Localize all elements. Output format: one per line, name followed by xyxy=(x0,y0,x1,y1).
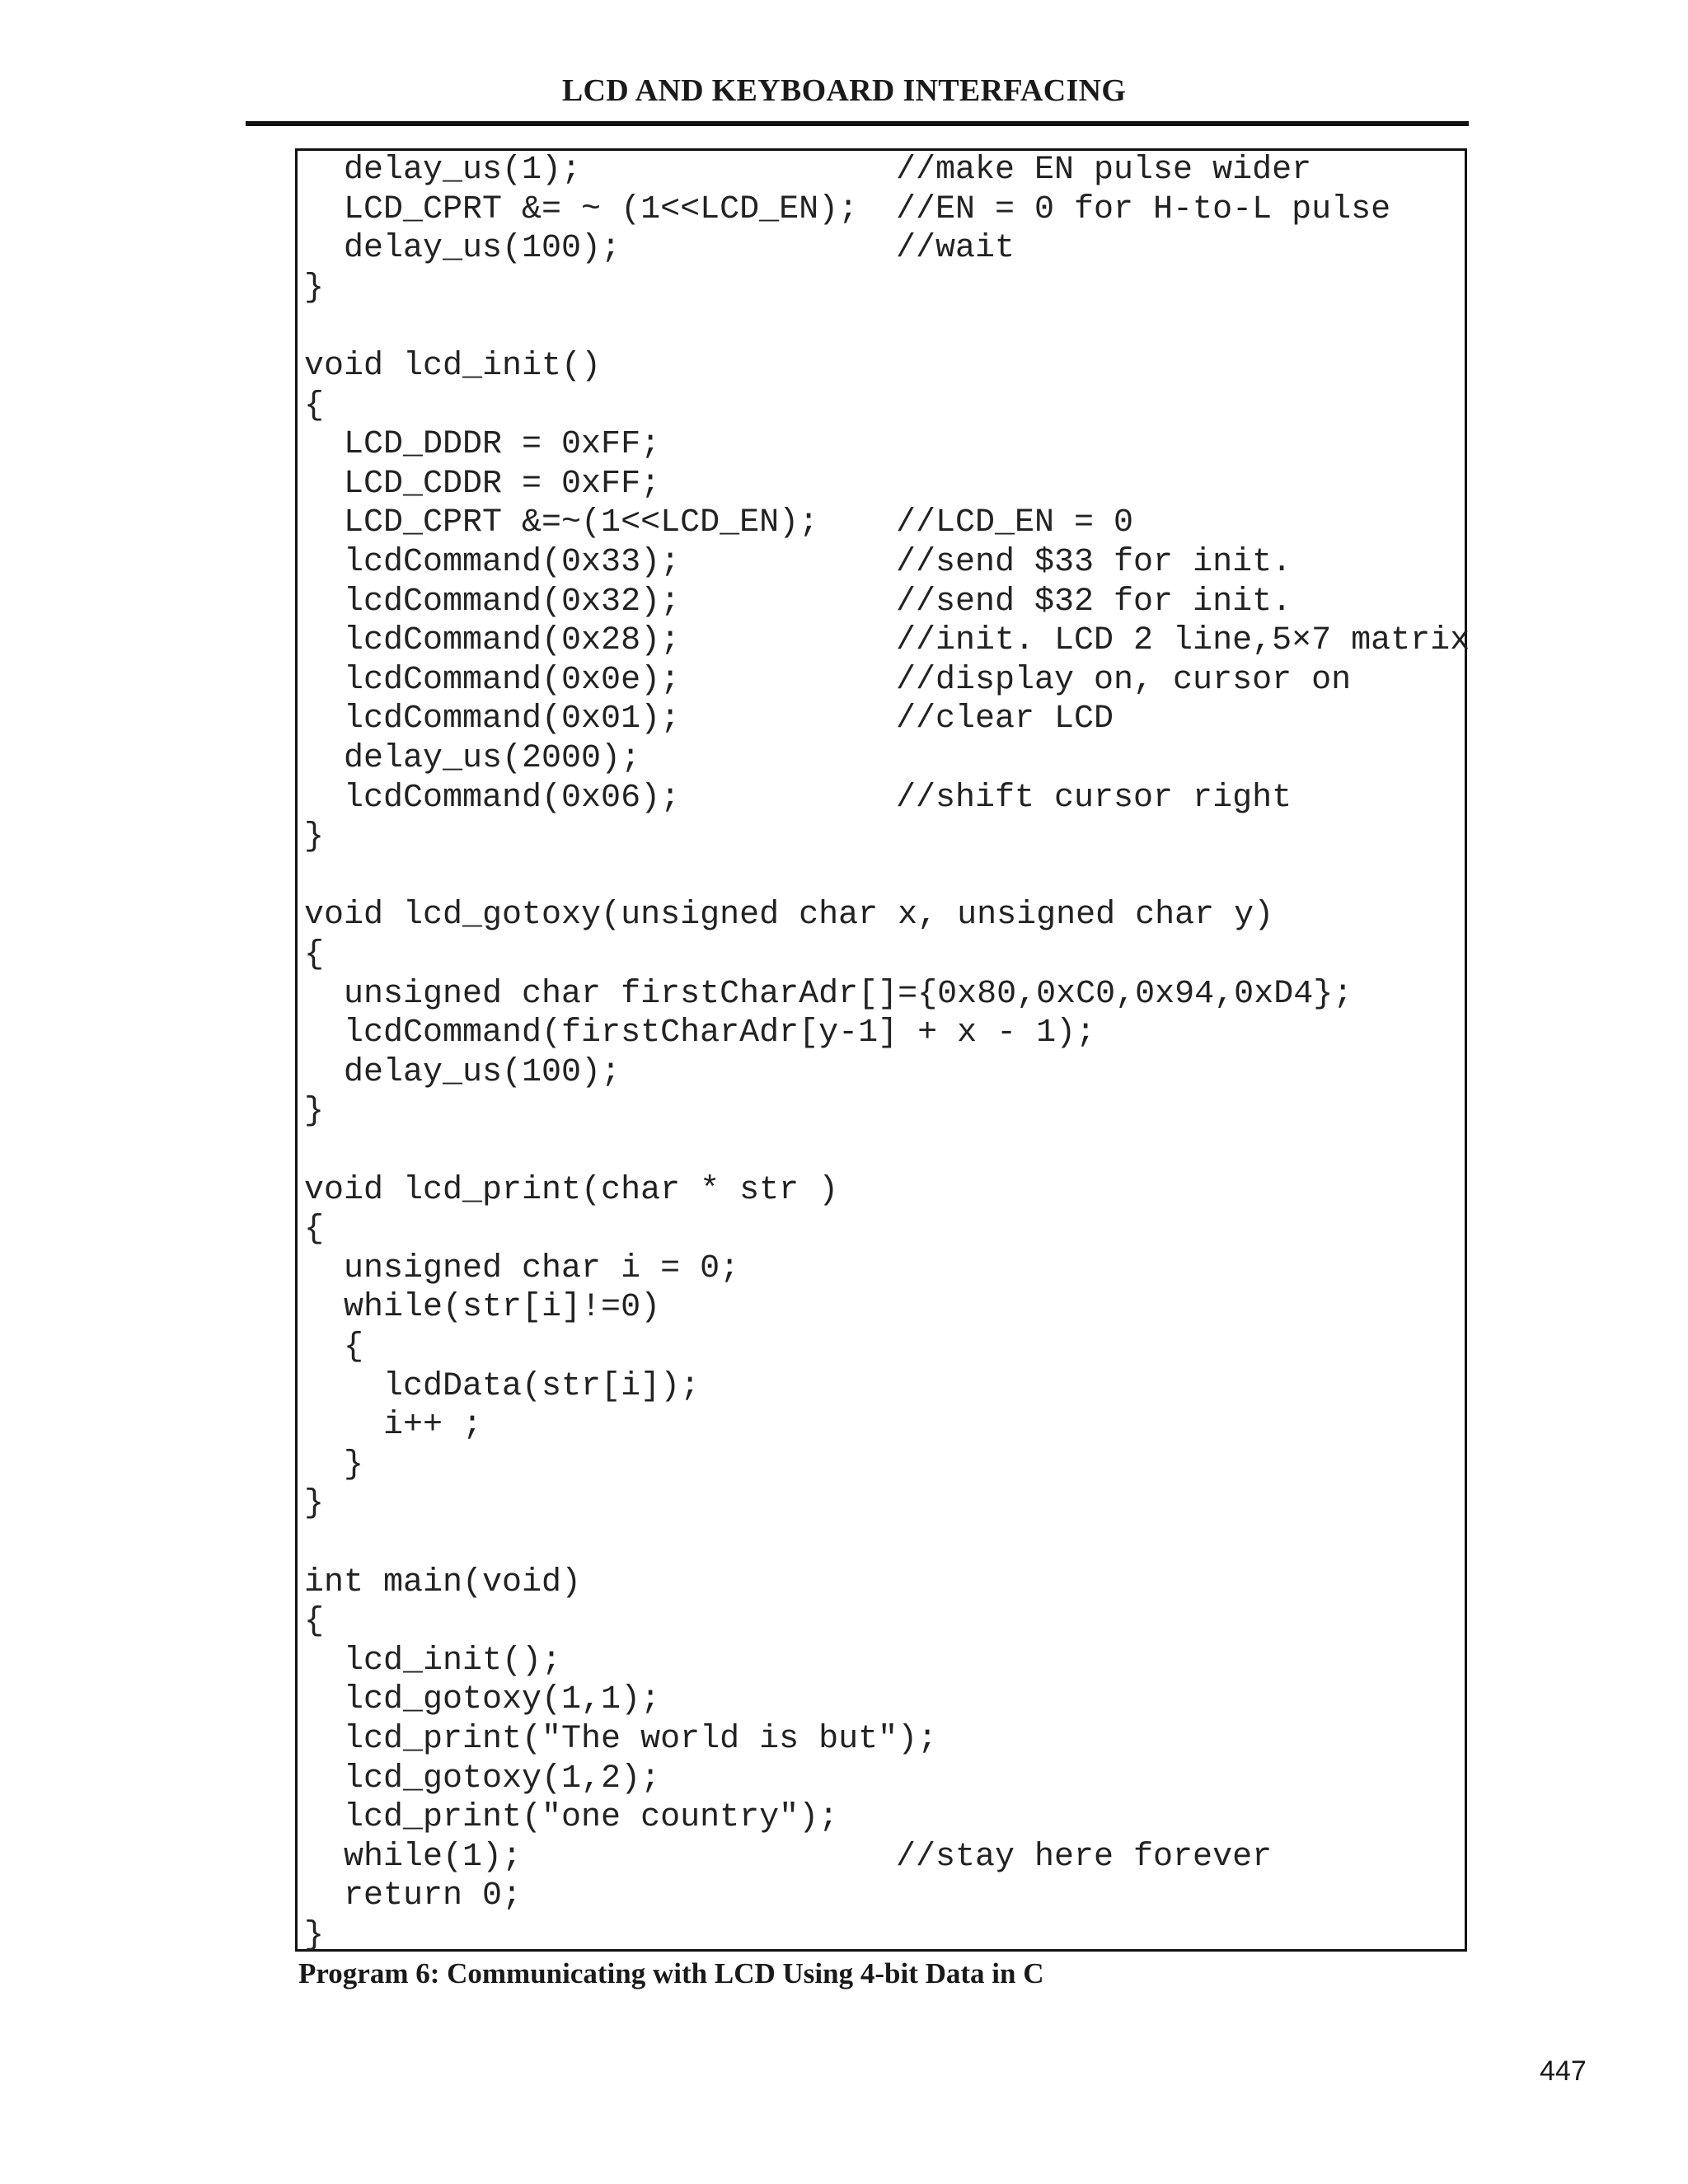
code-line xyxy=(304,387,324,426)
code-text: delay_us(100); xyxy=(304,230,621,268)
code-line xyxy=(304,1171,838,1211)
code-text: } xyxy=(304,1917,325,1954)
code-line xyxy=(304,151,1312,190)
code-line xyxy=(304,504,1134,543)
code-text: lcd_print("The world is but"); xyxy=(304,1721,938,1758)
code-text: while(1); xyxy=(304,1838,523,1876)
code-comment: //stay here forever xyxy=(896,1838,1273,1876)
code-text: LCD_CDDR = 0xFF; xyxy=(304,465,661,503)
page-number: 447 xyxy=(1540,2055,1587,2087)
code-text: return 0; xyxy=(304,1877,523,1915)
code-line xyxy=(304,739,640,779)
code-text: delay_us(100); xyxy=(304,1053,621,1091)
code-text: i++ ; xyxy=(304,1407,483,1445)
code-line xyxy=(304,1877,522,1916)
code-line xyxy=(304,1602,324,1642)
code-line xyxy=(304,1484,324,1524)
code-line xyxy=(304,1838,1273,1877)
code-text: delay_us(2000); xyxy=(304,740,641,777)
code-text: lcdCommand(0x32); xyxy=(304,583,681,621)
code-line xyxy=(304,1328,363,1367)
code-text: lcdCommand(firstCharAdr[y-1] + x - 1); xyxy=(304,1015,1096,1052)
code-comment: //make EN pulse wider xyxy=(896,152,1312,189)
code-text: { xyxy=(304,1329,364,1366)
code-comment: //LCD_EN = 0 xyxy=(896,504,1134,542)
code-line xyxy=(304,1446,363,1485)
code-line xyxy=(304,1092,324,1132)
code-line xyxy=(304,190,1391,230)
code-text: lcdCommand(0x06); xyxy=(304,779,681,817)
code-text: { xyxy=(304,1211,325,1249)
code-text: LCD_CPRT &=~(1<<LCD_EN); xyxy=(304,504,819,542)
code-text: void lcd_init() xyxy=(304,348,602,385)
code-text: lcd_gotoxy(1,2); xyxy=(304,1760,661,1797)
code-line xyxy=(304,1367,700,1407)
code-line xyxy=(304,1014,1095,1053)
code-text: { xyxy=(304,936,325,973)
code-text: } xyxy=(304,1485,325,1523)
header-rule xyxy=(246,121,1469,126)
code-line xyxy=(304,779,1292,818)
code-line xyxy=(304,425,660,465)
code-line xyxy=(304,1563,581,1603)
code-line xyxy=(304,1916,324,1956)
code-line xyxy=(304,661,1352,701)
code-line xyxy=(304,1642,561,1681)
code-line xyxy=(304,700,1114,739)
program-caption: Program 6: Communicating with LCD Using 4-bit Data in C xyxy=(298,1957,1044,1990)
code-line xyxy=(304,1288,660,1328)
code-line xyxy=(304,975,1353,1015)
code-text: LCD_DDDR = 0xFF; xyxy=(304,426,661,464)
code-line xyxy=(304,543,1292,583)
code-line xyxy=(304,935,324,975)
code-text: delay_us(1); xyxy=(304,152,582,189)
code-text: LCD_CPRT &= ~ (1<<LCD_EN); xyxy=(304,190,859,228)
code-line xyxy=(304,269,324,308)
code-comment: //send $33 for init. xyxy=(896,544,1292,581)
code-line xyxy=(304,1249,739,1289)
code-line xyxy=(304,229,1015,269)
code-text: lcd_init(); xyxy=(304,1642,562,1680)
code-listing-box xyxy=(295,148,1470,1954)
code-line xyxy=(304,818,324,857)
code-text: lcdCommand(0x01); xyxy=(304,701,681,738)
code-line xyxy=(304,1798,838,1838)
code-comment: //EN = 0 for H-to-L pulse xyxy=(896,190,1391,228)
code-line xyxy=(304,465,660,504)
code-line xyxy=(304,1210,324,1249)
code-comment: //clear LCD xyxy=(896,701,1114,738)
code-text: lcdCommand(0x28); xyxy=(304,622,681,660)
code-text: void lcd_print(char * str ) xyxy=(304,1171,839,1209)
code-text: lcdData(str[i]); xyxy=(304,1367,701,1405)
code-line xyxy=(304,1406,482,1446)
code-text: { xyxy=(304,1603,325,1641)
code-line xyxy=(304,896,1273,935)
code-text: void lcd_gotoxy(unsigned char x, unsigned char y) xyxy=(304,897,1274,935)
code-text: int main(void) xyxy=(304,1563,582,1601)
code-comment: //display on, cursor on xyxy=(896,661,1352,699)
code-line xyxy=(304,1720,937,1760)
code-line xyxy=(304,583,1292,622)
code-comment: //send $32 for init. xyxy=(896,583,1292,621)
running-head: LCD AND KEYBOARD INTERFACING xyxy=(561,73,1127,108)
code-line xyxy=(304,621,1470,661)
code-text: lcd_gotoxy(1,1); xyxy=(304,1681,661,1719)
code-text: lcdCommand(0x33); xyxy=(304,544,681,581)
code-text: { xyxy=(304,387,325,424)
code-comment: //init. LCD 2 line,5×7 matrix xyxy=(896,622,1470,660)
code-text: lcdCommand(0x0e); xyxy=(304,661,681,699)
code-line xyxy=(304,1680,660,1720)
code-text: } xyxy=(304,269,325,307)
code-text: lcd_print("one country"); xyxy=(304,1799,839,1837)
code-text: while(str[i]!=0) xyxy=(304,1289,661,1327)
code-line xyxy=(304,1053,621,1093)
code-text: unsigned char firstCharAdr[]={0x80,0xC0,0x94,0xD4}; xyxy=(304,975,1353,1013)
code-text: } xyxy=(304,1446,364,1483)
code-comment: //wait xyxy=(896,230,1015,268)
code-comment: //shift cursor right xyxy=(896,779,1292,817)
code-line xyxy=(304,347,601,387)
code-line xyxy=(304,1760,660,1799)
code-text: } xyxy=(304,1093,325,1131)
code-text: } xyxy=(304,818,325,856)
code-text: unsigned char i = 0; xyxy=(304,1249,740,1287)
